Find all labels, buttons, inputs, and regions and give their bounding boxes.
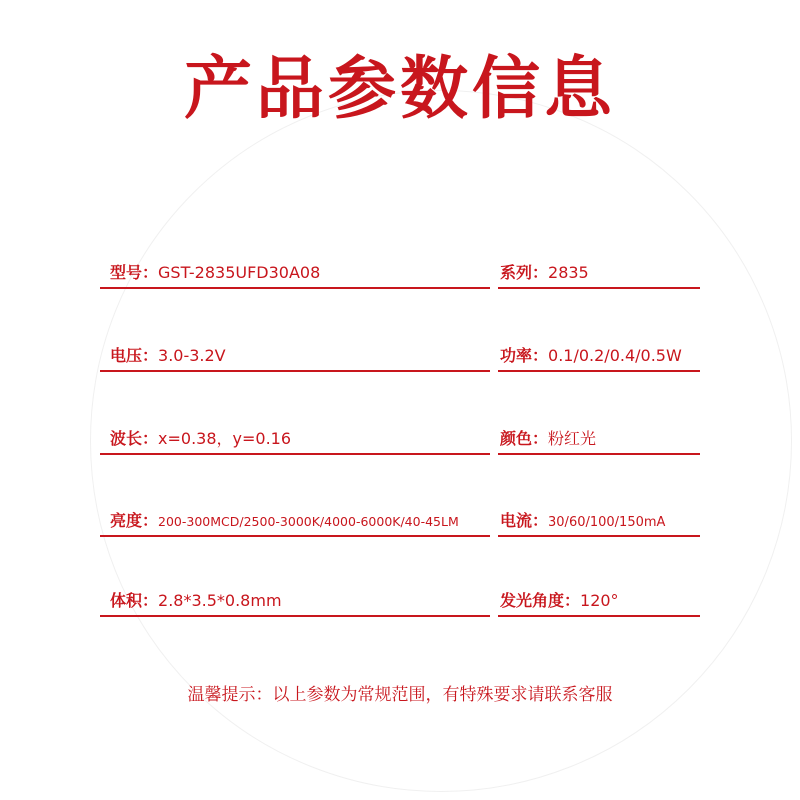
param-voltage xyxy=(110,342,226,370)
param-value: 2835 xyxy=(548,263,589,282)
param-value: GST-2835UFD30A08 xyxy=(158,263,321,282)
param-value: 2.8*3.5*0.8mm xyxy=(158,591,282,610)
param-row-wavelength-color xyxy=(100,425,700,455)
divider-line xyxy=(498,615,700,617)
param-value: 0.1/0.2/0.4/0.5W xyxy=(548,346,682,365)
param-value: 粉红光 xyxy=(548,429,597,448)
param-label: 亮度： xyxy=(110,511,159,530)
param-row-size-angle xyxy=(100,587,700,617)
param-angle xyxy=(500,587,619,615)
param-row-model-series xyxy=(100,259,700,289)
param-power xyxy=(500,342,682,370)
param-label: 电压： xyxy=(110,346,159,365)
param-current xyxy=(500,507,665,535)
param-label: 体积： xyxy=(110,591,159,610)
param-label: 功率： xyxy=(500,346,549,365)
page-title: 产品参数信息 xyxy=(183,50,616,129)
param-model xyxy=(110,259,320,287)
param-value: 120° xyxy=(580,591,619,610)
param-color xyxy=(500,425,596,453)
divider-line xyxy=(498,535,700,537)
divider-line xyxy=(100,615,490,617)
divider-line xyxy=(498,287,700,289)
divider-line xyxy=(498,370,700,372)
param-row-voltage-power xyxy=(100,342,700,372)
param-label: 型号： xyxy=(110,263,159,282)
divider-line xyxy=(100,453,490,455)
param-row-brightness-current xyxy=(100,507,700,537)
param-label: 波长： xyxy=(110,429,159,448)
param-wavelength xyxy=(110,425,291,453)
param-label: 系列： xyxy=(500,263,549,282)
notice-text: 温馨提示：以上参数为常规范围，有特殊要求请联系客服 xyxy=(187,685,613,705)
param-value: x=0.38，y=0.16 xyxy=(158,429,292,448)
param-value: 30/60/100/150mA xyxy=(548,515,666,530)
param-label: 发光角度： xyxy=(500,591,581,610)
param-value: 200-300MCD/2500-3000K/4000-6000K/40-45LM xyxy=(158,514,459,529)
param-label: 颜色： xyxy=(500,429,549,448)
param-value: 3.0-3.2V xyxy=(158,346,226,365)
param-brightness xyxy=(110,507,459,535)
divider-line xyxy=(498,453,700,455)
param-series xyxy=(500,259,589,287)
param-label: 电流： xyxy=(500,511,549,530)
param-size xyxy=(110,587,282,615)
divider-line xyxy=(100,535,490,537)
divider-line xyxy=(100,287,490,289)
divider-line xyxy=(100,370,490,372)
